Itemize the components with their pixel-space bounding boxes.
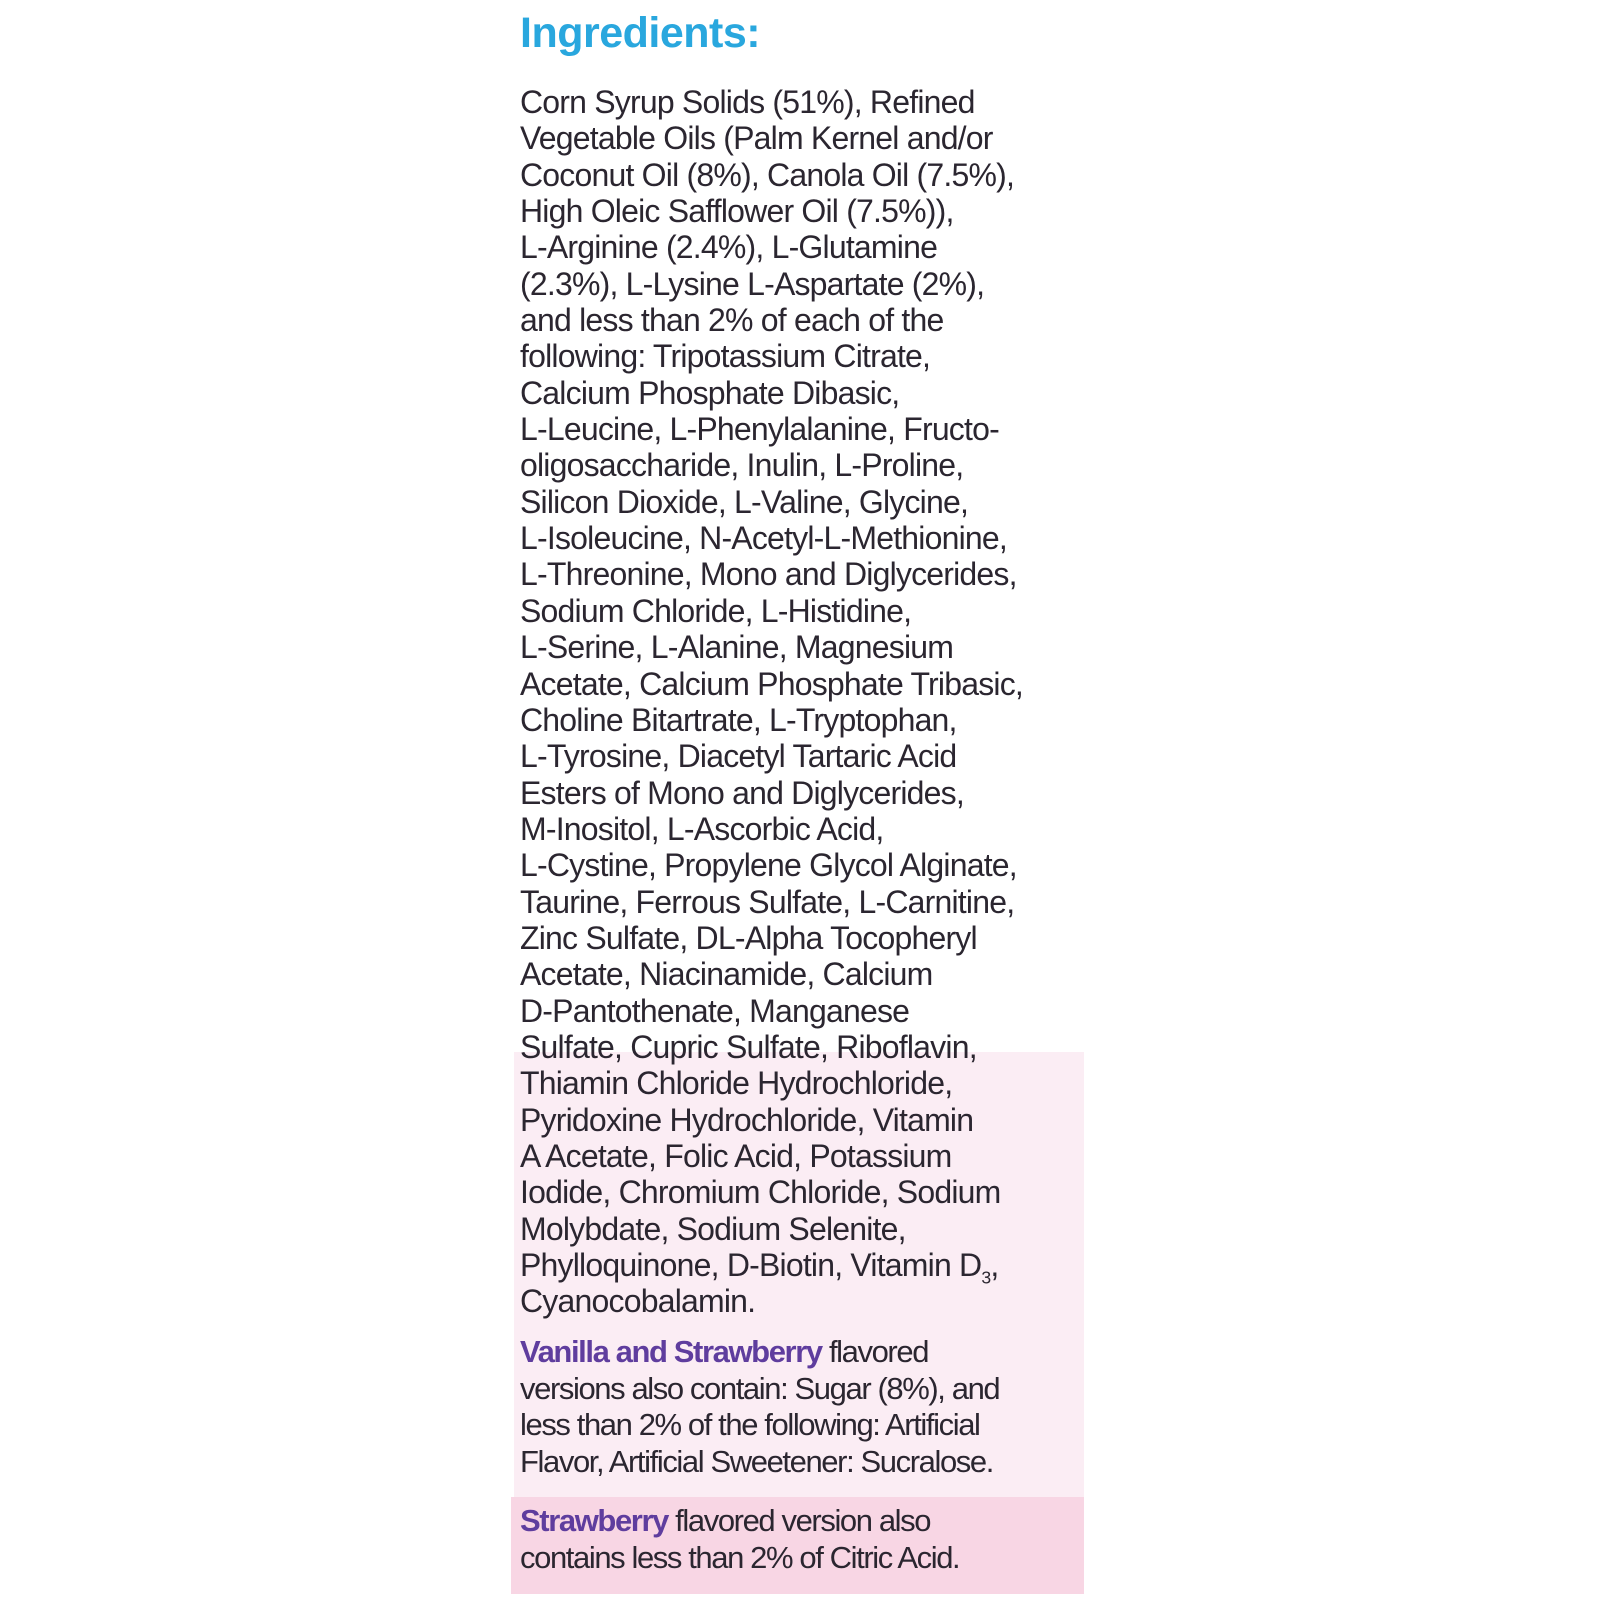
text-line: L-Threonine, Mono and Diglycerides, [520,556,1017,593]
text-line: L-Arginine (2.4%), L-Glutamine [520,229,938,266]
flavor-name-lead: Vanilla and Strawberry [520,1334,822,1369]
text-line: Sulfate, Cupric Sulfate, Riboflavin, [520,1028,977,1065]
text-line: Molybdate, Sodium Selenite, [520,1210,906,1247]
text-line: Cyanocobalamin. [520,1283,756,1320]
text-line: Thiamin Chloride Hydrochloride, [520,1065,953,1102]
text-line: L-Isoleucine, N-Acetyl-L-Methionine, [520,520,1007,557]
strawberry-note-text [520,1503,959,1576]
text-line: Esters of Mono and Diglycerides, [520,774,964,811]
text-line: Acetate, Calcium Phosphate Tribasic, [520,665,1024,702]
flavor-name-lead: Strawberry [520,1503,668,1538]
text-line: less than 2% of the following: Artificial [520,1407,980,1443]
text-line: Pyridoxine Hydrochloride, Vitamin [520,1101,974,1138]
text-line: Sodium Chloride, L-Histidine, [520,592,912,629]
text-line: Choline Bitartrate, L-Tryptophan, [520,701,957,738]
text-line: Vanilla and Strawberry flavored [520,1334,929,1369]
vanilla-strawberry-note-text [520,1334,999,1480]
text-line: L-Leucine, L-Phenylalanine, Fructo- [520,411,999,448]
text-line: (2.3%), L-Lysine L-Aspartate (2%), [520,265,985,302]
text-line: Phylloquinone, D-Biotin, Vitamin $D_3$, [520,1247,999,1288]
text-line: oligosaccharide, Inulin, L-Proline, [520,447,964,484]
text-line: L-Cystine, Propylene Glycol Alginate, [520,847,1017,884]
text-line: L-Serine, L-Alanine, Magnesium [520,629,954,666]
text-line: Taurine, Ferrous Sulfate, L-Carnitine, [520,883,1015,920]
text-line: versions also contain: Sugar (8%), and [520,1370,1000,1406]
text-line: M-Inositol, L-Ascorbic Acid, [520,810,884,847]
text-line: Vegetable Oils (Palm Kernel and/or [520,120,993,157]
text-line: L-Tyrosine, Diacetyl Tartaric Acid [520,738,957,775]
text-line: Calcium Phosphate Dibasic, [520,374,900,411]
ingredients-heading: Ingredients: [520,9,761,57]
text-line: Flavor, Artificial Sweetener: Sucralose. [520,1443,993,1479]
text-line: Corn Syrup Solids (51%), Refined [520,84,975,120]
text-line: D-Pantothenate, Manganese [520,992,910,1029]
text-line: Zinc Sulfate, DL-Alpha Tocopheryl [520,919,977,956]
text-line: A Acetate, Folic Acid, Potassium [520,1137,952,1174]
text-line: following: Tripotassium Citrate, [520,338,931,375]
text-line: Coconut Oil (8%), Canola Oil (7.5%), [520,156,1015,193]
text-line: Silicon Dioxide, L-Valine, Glycine, [520,483,969,520]
text-line: Acetate, Niacinamide, Calcium [520,956,933,993]
text-line: contains less than 2% of Citric Acid. [520,1539,960,1575]
ingredients-list-text [520,84,1023,1320]
text-line: Iodide, Chromium Chloride, Sodium [520,1174,1001,1211]
text-line: Strawberry flavored version also [520,1503,931,1538]
text-line: and less than 2% of each of the [520,302,944,339]
text-line: High Oleic Safflower Oil (7.5%)), [520,193,954,230]
